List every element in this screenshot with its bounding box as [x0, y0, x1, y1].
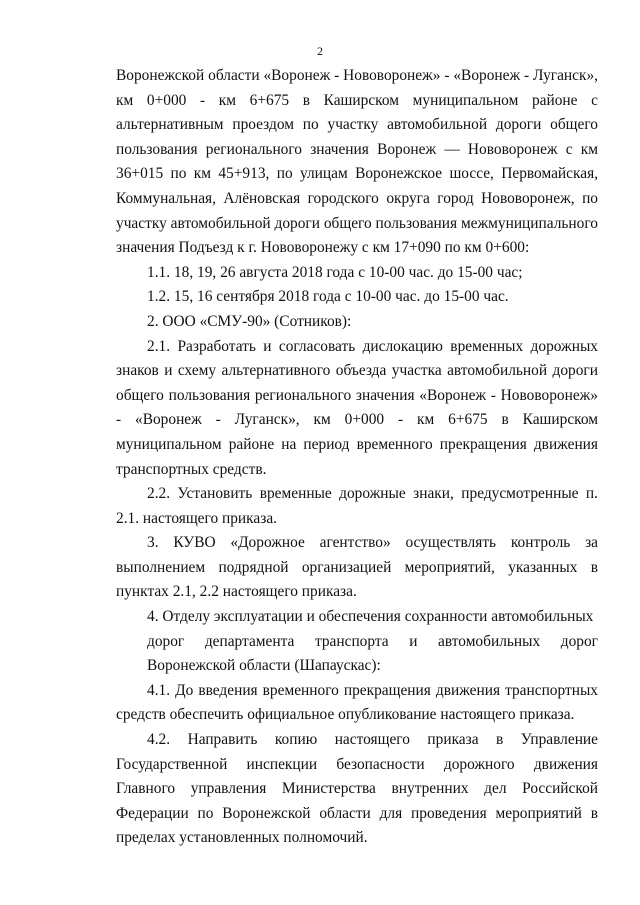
- paragraph-3: 3. КУВО «Дорожное агентство» осуществлять контроль за выполнением подрядной организацией мероприятий, указанных в пунктах 2.1, 2.2 настоящего приказа.: [116, 534, 598, 601]
- document-body: [116, 64, 598, 851]
- paragraph-4-2: 4.2. Направить копию настоящего приказа в Управление Государственной инспекции безопасности дорожного движения Главного управления Министерства внутренних дел Российской Федерации по Воронежской области для проведения мероприятий в пределах установленных полномочий.: [116, 731, 598, 847]
- paragraph-4: [116, 605, 598, 679]
- paragraph-1-1: 1.1. 18, 19, 26 августа 2018 года с 10-00 час. до 15-00 час;: [147, 263, 523, 281]
- paragraph-2-2: 2.2. Установить временные дорожные знаки, предусмотренные п. 2.1. настоящего приказа.: [116, 485, 598, 527]
- paragraph-4-1: 4.1. До введения временного прекращения движения транспортных средств обеспечить официальное опубликование настоящего приказа.: [116, 681, 598, 724]
- paragraph-2-1: 2.1. Разработать и согласовать дислокацию временных дорожных знаков и схему альтернативного объезда участка автомобильной дороги общего пользования регионального значения «Воронеж - Нововоронеж» - «Воронеж - Луганск», км 0+000 - км 6+675 в Каширском муниципальном районе на период временного прекращения движения транспортных средств.: [116, 337, 598, 478]
- paragraph-2: 2. ООО «СМУ-90» (Сотников):: [147, 312, 352, 330]
- paragraph-4-continuation: дорог департамента транспорта и автомобильных дорог Воронежской области (Шапаускас):: [147, 632, 598, 675]
- page-number: 2: [317, 44, 323, 58]
- paragraph-continuation: Воронежской области «Воронеж - Нововоронеж» - «Воронеж - Луганск», км 0+000 - км 6+675 в Каширском муниципальном районе с альтернативным проездом по участку автомобильной дороги общего пользования регионального значения Воронеж — Нововоронеж с км 36+015 по км 45+913, по улицам Воронежское шоссе, Первомайская, Коммунальная, Алёновская городского округа город Нововоронеж, по участку автомобильной дороги общего пользования межмуниципального значения Подъезд к г. Нововоронежу с км 17+090 по км 0+600:: [116, 67, 598, 257]
- paragraph-1-2: 1.2. 15, 16 сентября 2018 года с 10-00 час. до 15-00 час.: [147, 288, 509, 306]
- paragraph-4-first-line: 4. Отделу эксплуатации и обеспечения сохранности автомобильных: [147, 608, 594, 626]
